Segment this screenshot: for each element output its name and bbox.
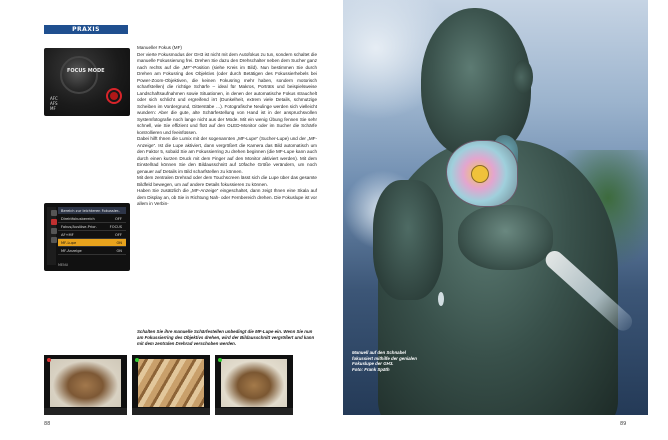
thumbnail-image <box>138 359 204 407</box>
thumbnail-image <box>221 359 287 407</box>
statue-hand <box>458 205 553 270</box>
page-number-right: 89 <box>620 421 627 427</box>
statue-ear <box>513 60 533 94</box>
photo-caption-line: Foto: Frank Späth <box>352 366 390 372</box>
statue-arm <box>373 180 443 300</box>
thumbnail-status-bar <box>132 408 210 415</box>
focus-indicator-icon <box>218 358 222 362</box>
mf-lupe-thumbnail <box>132 355 210 415</box>
body-paragraph: Haben Sie zusätzlich die „MF-Anzeige“ eingeschaltet, dann zeigt Ihnen eine Skala auf dem Display an, ob Sie in Richtung Nah- oder Fernbereich drehen. Die Fokuslupe ist vor allem in Verbin- <box>137 188 318 206</box>
fish-eye <box>471 165 489 183</box>
mf-lupe-thumbnail <box>44 355 127 415</box>
focus-mode-dial <box>60 56 98 94</box>
af-label: MF <box>50 106 56 111</box>
menu-row-label: Fokus/Auslöse-Prior. <box>61 224 97 229</box>
menu-row <box>58 223 126 231</box>
body-paragraph: Der vierte Fokusmodus der GH3 ist nicht mit dem Autofokus zu tun, sondern schaltet die manuelle Fokussierung frei. Drehen Sie dazu den Drehschalter neben dem Sucher ganz nach rechts auf die „MF“-Position (siehe Kreis im Bild). Nun bestimmen Sie durch Drehen am Fokusring des Objektivs (oder durch Betätigen des Fokussierhebels bei Power-Zoom-Objektiven, die keinen Fokusring mehr haben, sondern motorisch scharfstellen) die richtige Schärfe – ideal für Makros, Porträts und beispielsweise Landschaftsaufnahmen sowie Situationen, in denen der automatische Fokus strauchelt oder sich schlicht und ergreifend irrt (Dunkelheit, extrem viele Details, schmutzige Scheiben im Vordergrund, Gitterstäbe …). Fotografische Neulinge werden sich vielleicht wundern: Aber die gute, alte Schärfestellung von Hand ist in der anspruchsvollen Systemfotografie noch lange nicht aus der Mode. Mit ein wenig Übung fennen Sie sehr schnell, wie Sie effizient und flott auf den OLED-Monitor oder im Sucher die Schärfe kontrollieren und feeinfüssen. <box>137 51 317 135</box>
menu-row-label: MF-Lupe <box>61 240 77 245</box>
photo-caption <box>352 350 442 372</box>
menu-row-value: OFF <box>115 232 122 237</box>
photo-caption-line: Manuell auf den Schnabel <box>352 350 406 355</box>
body-paragraph: Dabei hilft Ihnen die Lumix mit der sogenannten „MF-Lupe“ (Sucher-Lupe) und der „MF-Anzeige“. Ist die Lupe aktiviert, dann vergrößert die Kamera das Bild automatisch um den Faktor 5, sobald Sie am Fokussierring zu drehen beginnen (die MF-Lupe kann auch durch einen kurzen Druck mit dem Finger auf den Monitor aktiviert werden). Mit dem Einstellrad können Sie den Bildausschnitt auf 10fache Größe verändern, um noch genauer auf Details im Bild scharfstellen zu können. <box>137 136 317 174</box>
page-number-left: 88 <box>44 421 51 427</box>
record-indicator-icon <box>47 358 51 362</box>
playback-icon <box>51 237 57 243</box>
menu-row <box>58 247 126 255</box>
menu-row-selected <box>58 239 126 247</box>
section-label: PRAXIS <box>44 25 128 34</box>
thumbnail-image <box>50 359 121 407</box>
menu-row-label: Direktfokusbereich <box>61 216 95 221</box>
af-label: AFC <box>50 96 58 101</box>
menu-title: Bereich zur leichteren Fokussier.. <box>58 207 126 214</box>
menu-row-value: FOCUS <box>109 224 122 229</box>
menu-row <box>58 231 126 239</box>
wrench-icon <box>51 228 57 234</box>
camera-menu-screenshot <box>44 203 130 271</box>
photo-caption-line: fokussiert mithilfe der genialen <box>352 355 417 361</box>
menu-row <box>58 215 126 223</box>
mf-lupe-thumbnail <box>215 355 293 415</box>
menu-footer: MENU <box>58 263 69 267</box>
menu-row-label: MF-Anzeige <box>61 248 82 253</box>
camera-icon <box>51 210 57 216</box>
dial-label: FOCUS MODE <box>67 68 105 74</box>
custom-settings-icon <box>51 219 57 225</box>
af-label: AFS <box>50 101 58 106</box>
highlight-circle <box>106 88 122 104</box>
menu-row-value: ON <box>116 248 122 253</box>
camera-dial-photo <box>44 48 130 116</box>
figure-caption: Schalten Sie ihre manuelle Schärfestellen unbedingt die MF-Lupe ein. Wenn Sie nun am Fokussierring des Objektivs drehen, wird der Bildausschnitt vergrößert und kann mit dem zentralen Drehrad verschoben werden. <box>137 329 315 346</box>
body-heading: Manueller Fokus (MF) <box>137 45 182 50</box>
focus-indicator-icon <box>135 358 139 362</box>
dial-af-labels <box>50 96 58 111</box>
menu-row-value: ON <box>116 240 122 245</box>
body-paragraph: Mit dem zentralen Drehrad oder dem Touchscreen lässt sich die Lupe über das gesamte Bildfeld bewegen, um auf andere Details fokussieren zu können. <box>137 175 317 187</box>
thumbnail-status-bar <box>44 408 127 415</box>
water-drop <box>438 292 444 306</box>
photo-caption-line: Fokuslupe der GH3. <box>352 361 394 367</box>
thumbnail-status-bar <box>215 408 293 415</box>
menu-sidebar <box>47 207 56 265</box>
menu-row-label: AF+MF <box>61 232 74 237</box>
menu-row-value: OFF <box>115 216 122 221</box>
body-text <box>137 45 317 208</box>
